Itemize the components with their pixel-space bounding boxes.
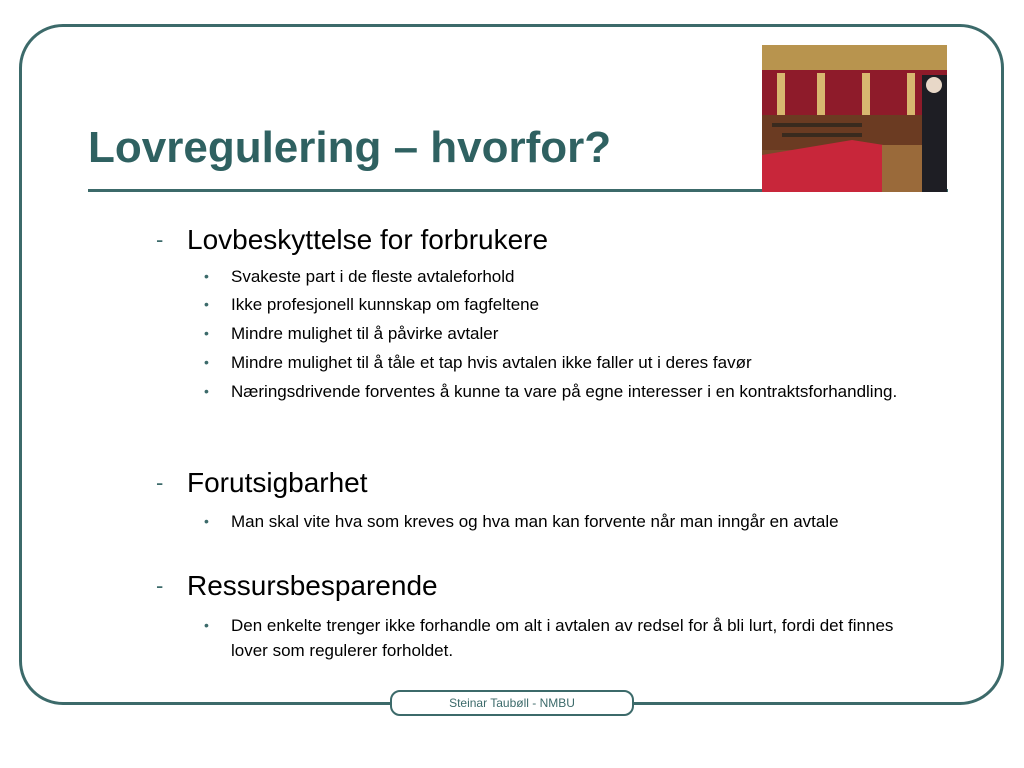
- parliament-photo-graphic: [762, 45, 947, 192]
- dash-bullet-icon: -: [156, 227, 164, 252]
- bullet-icon: •: [204, 268, 209, 284]
- bullet-icon: •: [204, 354, 209, 370]
- list-item: • Den enkelte trenger ikke forhandle om alt i avtalen av redsel for å bli lurt, fordi det finnes lover som regulerer forholdet.: [204, 613, 934, 663]
- bullet-icon: •: [204, 513, 209, 529]
- list-item: • Mindre mulighet til å påvirke avtaler: [204, 321, 934, 346]
- list-item: • Ikke profesjonell kunnskap om fagfeltene: [204, 292, 934, 317]
- list-item: • Man skal vite hva som kreves og hva man kan forvente når man inngår en avtale: [204, 509, 934, 534]
- footer-author: Steinar Taubøll - NMBU: [390, 690, 634, 716]
- slide-title: Lovregulering – hvorfor?: [88, 123, 612, 172]
- bullet-icon: •: [204, 296, 209, 312]
- list-item: • Svakeste part i de fleste avtaleforhold: [204, 264, 934, 289]
- list-item: • Næringsdrivende forventes å kunne ta vare på egne interesser i en kontraktsforhandling.: [204, 379, 934, 404]
- bullet-icon: •: [204, 617, 209, 633]
- bullet-icon: •: [204, 383, 209, 399]
- list-item: • Mindre mulighet til å tåle et tap hvis avtalen ikke faller ut i deres favør: [204, 350, 934, 375]
- dash-bullet-icon: -: [156, 470, 164, 495]
- parliament-photo: [762, 45, 947, 192]
- bullet-icon: •: [204, 325, 209, 341]
- dash-bullet-icon: -: [156, 573, 164, 598]
